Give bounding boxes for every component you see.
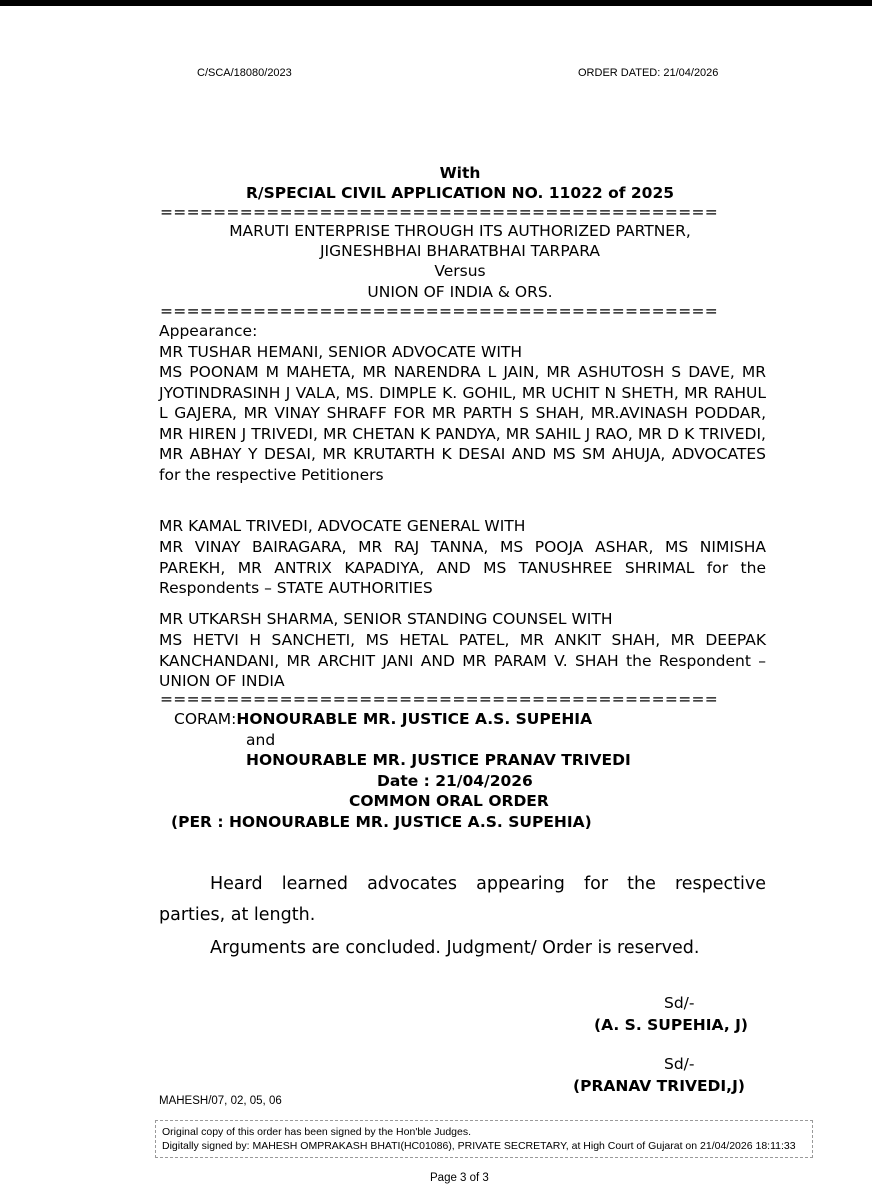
appearance-p2-head: MR KAMAL TRIVEDI, ADVOCATE GENERAL WITH (159, 517, 526, 535)
per-judge: (PER : HONOURABLE MR. JUSTICE A.S. SUPEHIA) (171, 813, 592, 831)
order-date: ORDER DATED: 21/04/2026 (578, 67, 719, 79)
appearance-label: Appearance: (159, 322, 258, 340)
coram-judge-1: HONOURABLE MR. JUSTICE A.S. SUPEHIA (236, 710, 593, 728)
appearance-p2-body: MR VINAY BAIRAGARA, MR RAJ TANNA, MS POOJA ASHAR, MS NIMISHA PAREKH, MR ANTRIX KAPADIYA, AND MS TANUSHREE SHRIMAL for the Respondents – STATE AUTHORITIES (159, 538, 766, 597)
footer-line-2: Digitally signed by: MAHESH OMPRAKASH BHATI(HC01086), PRIVATE SECRETARY, at High Court of Gujarat on 21/04/2026 18:11:33 (162, 1140, 796, 1152)
coram-judge-2: HONOURABLE MR. JUSTICE PRANAV TRIVEDI (246, 751, 631, 769)
case-number: C/SCA/18080/2023 (197, 67, 292, 79)
party-line-1: MARUTI ENTERPRISE THROUGH ITS AUTHORIZED PARTNER, (229, 222, 691, 240)
separator: ========================================== (160, 304, 719, 319)
coram-and: and (246, 731, 276, 749)
appearance-p3-body: MS HETVI H SANCHETI, MS HETAL PATEL, MR ANKIT SHAH, MR DEEPAK KANCHANDANI, MR ARCHIT JANI AND MR PARAM V. SHAH the Respondent – UNION OF INDIA (159, 631, 766, 690)
order-para-2: Arguments are concluded. Judgment/ Order is reserved. (210, 938, 700, 958)
page-number: Page 3 of 3 (430, 1172, 489, 1184)
appearance-p1-body: MS POONAM M MAHETA, MR NARENDRA L JAIN, MR ASHUTOSH S DAVE, MR JYOTINDRASINH J VALA, MS. DIMPLE K. GOHIL, MR UCHIT N SHETH, MR RAHUL L GAJERA, MR VINAY SHRAFF FOR MR PARTH S SHAH, MR.AVINASH PODDAR, MR HIREN J TRIVEDI, MR CHETAN K PANDYA, MR SAHIL J RAO, MR D K TRIVEDI, MR ABHAY Y DESAI, MR KRUTARTH K DESAI AND MS SM AHUJA, ADVOCATES for the respective Petitioners (159, 363, 766, 484)
order-type: COMMON ORAL ORDER (349, 792, 549, 810)
initials: MAHESH/07, 02, 05, 06 (159, 1095, 282, 1107)
signature-sd-1: Sd/- (664, 994, 695, 1012)
separator: ========================================== (160, 205, 719, 220)
party-line-2: JIGNESHBHAI BHARATBHAI TARPARA (319, 242, 601, 260)
signature-name-1: (A. S. SUPEHIA, J) (594, 1016, 748, 1034)
coram-label: CORAM: (174, 710, 237, 728)
title-application: R/SPECIAL CIVIL APPLICATION NO. 11022 of 2025 (245, 184, 675, 202)
appearance-p3-head: MR UTKARSH SHARMA, SENIOR STANDING COUNSEL WITH (159, 610, 613, 628)
top-border (0, 0, 872, 6)
respondent-party: UNION OF INDIA & ORS. (367, 283, 553, 301)
signature-sd-2: Sd/- (664, 1055, 695, 1073)
versus: Versus (434, 262, 486, 280)
order-para-1-line-2: parties, at length. (159, 905, 316, 925)
coram-line (174, 709, 592, 730)
digital-signature-box (155, 1120, 813, 1158)
order-para-1-line-1: Heard learned advocates appearing for the respective (210, 874, 766, 894)
title-with: With (439, 164, 481, 182)
separator: ========================================== (160, 692, 719, 707)
order-date-line: Date : 21/04/2026 (377, 772, 533, 790)
footer-line-1: Original copy of this order has been signed by the Hon'ble Judges. (162, 1126, 472, 1138)
appearance-p1-head: MR TUSHAR HEMANI, SENIOR ADVOCATE WITH (159, 343, 523, 361)
signature-name-2: (PRANAV TRIVEDI,J) (573, 1077, 745, 1095)
